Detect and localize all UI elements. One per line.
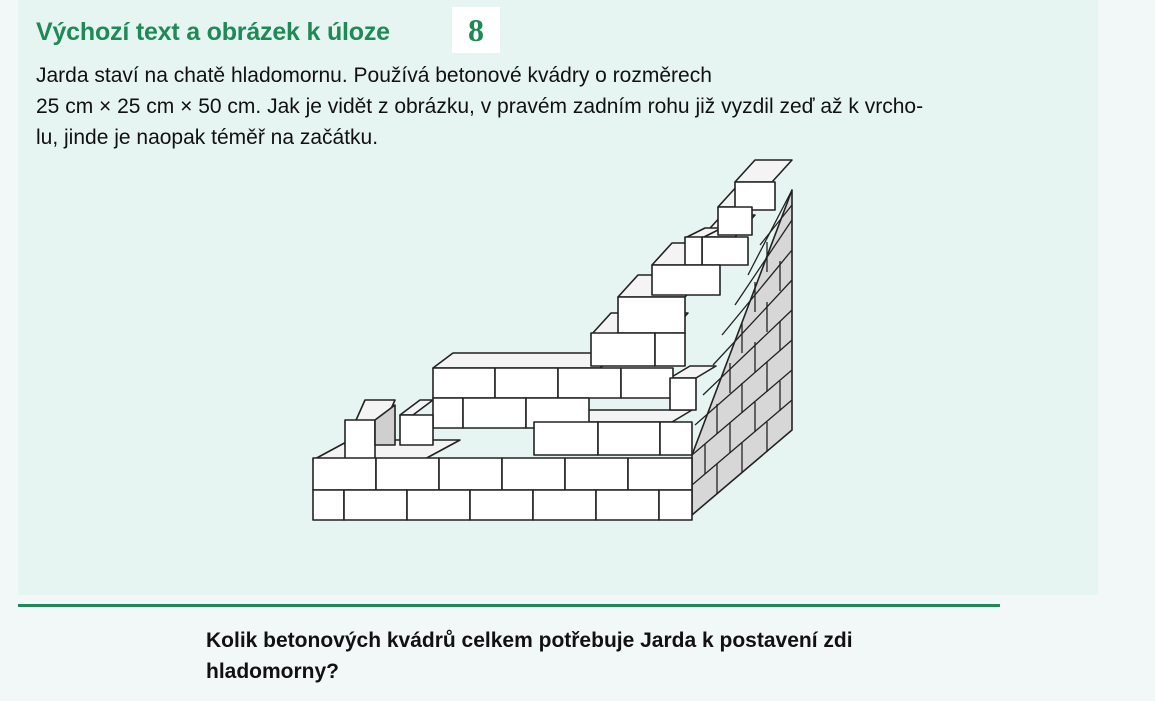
question-text bbox=[206, 625, 1006, 687]
question-line: hladomorny? bbox=[206, 660, 340, 683]
brick-wall-illustration bbox=[300, 155, 800, 530]
question-line: Kolik betonových kvádrů celkem potřebuje Jarda k postavení zdi bbox=[206, 629, 853, 652]
task-number-badge: 8 bbox=[452, 7, 500, 53]
section-heading: Výchozí text a obrázek k úloze bbox=[36, 18, 390, 46]
intro-text bbox=[36, 60, 1096, 153]
intro-line: Jarda staví na chatě hladomornu. Používá betonové kvádry o rozměrech bbox=[36, 64, 712, 87]
intro-line: 25 cm × 25 cm × 50 cm. Jak je vidět z obrázku, v pravém zadním rohu již vyzdil zeď až k vrcho- bbox=[36, 95, 924, 118]
section-divider bbox=[18, 604, 1000, 607]
intro-line: lu, jinde je naopak téměř na začátku. bbox=[36, 126, 379, 149]
